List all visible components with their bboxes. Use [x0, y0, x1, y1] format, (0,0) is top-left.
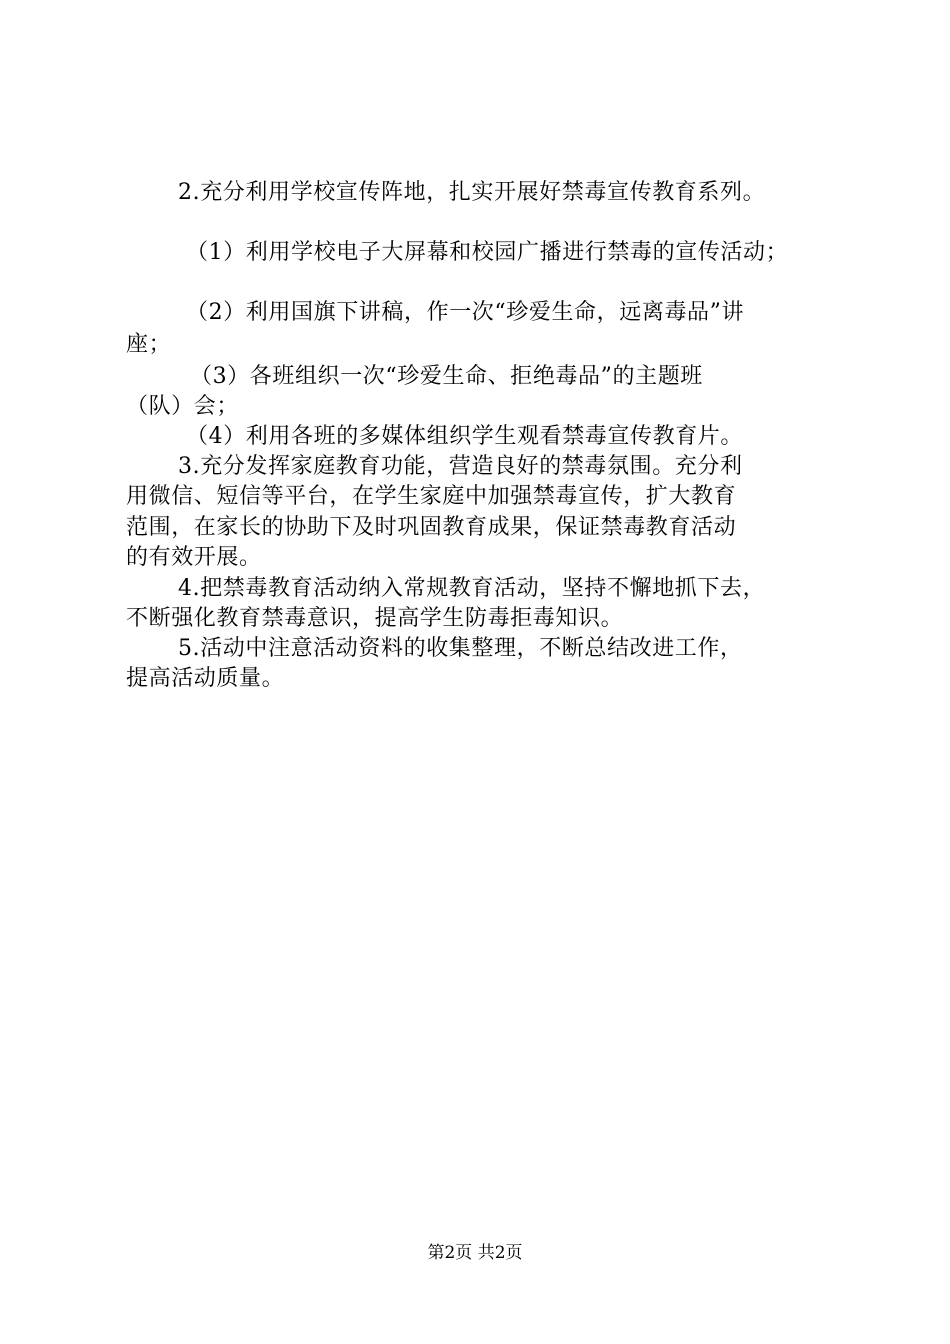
paragraph-line-4: 座； — [126, 332, 172, 357]
paragraph-line-14: 5.活动中注意活动资料的收集整理，不断总结改进工作， — [178, 636, 743, 661]
paragraph-line-15: 提高活动质量。 — [126, 666, 285, 691]
paragraph-line-3: （2）利用国旗下讲稿，作一次“珍爱生命，远离毒品”讲 — [186, 300, 745, 325]
paragraph-line-6: （队）会； — [126, 394, 240, 419]
paragraph-line-8: 3.充分发挥家庭教育功能，营造良好的禁毒氛围。充分利 — [178, 454, 743, 479]
paragraph-line-12: 4.把禁毒教育活动纳入常规教育活动，坚持不懈地抓下去， — [178, 576, 766, 601]
paragraph-line-13: 不断强化教育禁毒意识，提高学生防毒拒毒知识。 — [126, 606, 624, 631]
paragraph-line-11: 的有效开展。 — [126, 545, 262, 570]
paragraph-line-9: 用微信、短信等平台，在学生家庭中加强禁毒宣传，扩大教育 — [126, 484, 737, 509]
paragraph-line-7: （4）利用各班的多媒体组织学生观看禁毒宣传教育片。 — [186, 424, 743, 449]
paragraph-line-5: （3）各班组织一次“珍爱生命、拒绝毒品”的主题班 — [190, 364, 703, 389]
paragraph-line-2: （1）利用学校电子大屏幕和校园广播进行禁毒的宣传活动； — [186, 240, 789, 265]
paragraph-line-1: 2.充分利用学校宣传阵地，扎实开展好禁毒宣传教育系列。 — [178, 180, 766, 205]
page-footer: 第2页 共2页 — [427, 1243, 523, 1263]
paragraph-line-10: 范围，在家长的协助下及时巩固教育成果，保证禁毒教育活动 — [126, 515, 737, 540]
